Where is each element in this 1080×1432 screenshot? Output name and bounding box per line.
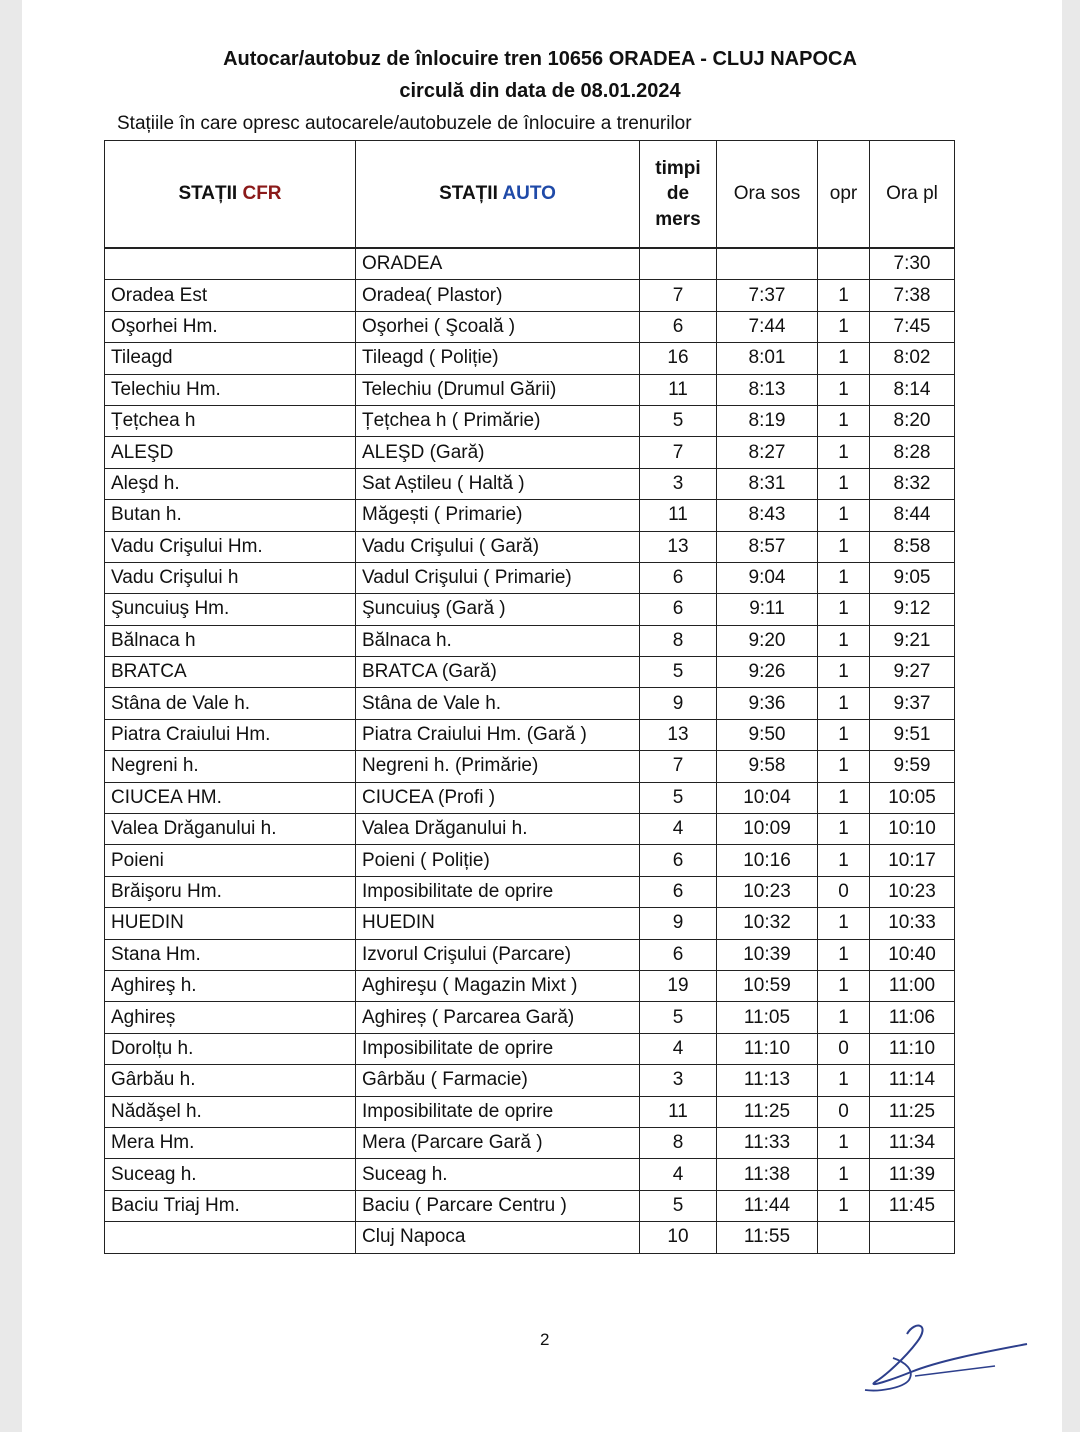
auto-station-cell: Aghireș ( Parcarea Gară) <box>356 1002 640 1033</box>
departure-time-cell: 9:12 <box>870 594 955 625</box>
table-row <box>105 1159 955 1190</box>
arrival-time-cell: 9:11 <box>717 594 818 625</box>
travel-time-cell: 6 <box>640 845 717 876</box>
stop-flag-cell: 1 <box>818 908 870 939</box>
cfr-station-cell: Suceag h. <box>105 1159 356 1190</box>
arrival-time-cell: 11:55 <box>717 1222 818 1253</box>
auto-station-cell: Telechiu (Drumul Gării) <box>356 374 640 405</box>
arrival-time-cell: 7:37 <box>717 280 818 311</box>
cfr-station-cell: Stâna de Vale h. <box>105 688 356 719</box>
travel-time-cell: 6 <box>640 594 717 625</box>
signature-icon <box>845 1318 1035 1398</box>
arrival-time-cell: 11:33 <box>717 1127 818 1158</box>
table-row <box>105 562 955 593</box>
arrival-time-cell: 9:04 <box>717 562 818 593</box>
table-row <box>105 1222 955 1253</box>
cfr-station-cell: Şuncuiuş Hm. <box>105 594 356 625</box>
auto-station-cell: Tileagd ( Poliție) <box>356 343 640 374</box>
cfr-station-cell: Telechiu Hm. <box>105 374 356 405</box>
auto-station-cell: Vadul Crişului ( Primarie) <box>356 562 640 593</box>
arrival-time-cell: 8:27 <box>717 437 818 468</box>
arrival-time-cell: 11:13 <box>717 1065 818 1096</box>
auto-station-cell: Imposibilitate de oprire <box>356 876 640 907</box>
col-header-auto-stations: STAȚII AUTO <box>356 141 640 249</box>
intro-text: Stațiile în care opresc autocarele/autobuzele de înlocuire a trenurilor <box>117 113 692 134</box>
arrival-time-cell: 8:13 <box>717 374 818 405</box>
travel-time-cell: 4 <box>640 1033 717 1064</box>
travel-time-cell: 6 <box>640 311 717 342</box>
table-row <box>105 437 955 468</box>
departure-time-cell: 11:00 <box>870 970 955 1001</box>
departure-time-cell: 11:06 <box>870 1002 955 1033</box>
departure-time-cell: 9:21 <box>870 625 955 656</box>
travel-time-cell: 8 <box>640 1127 717 1158</box>
cfr-station-cell <box>105 1222 356 1253</box>
stop-flag-cell: 1 <box>818 1190 870 1221</box>
arrival-time-cell: 10:59 <box>717 970 818 1001</box>
table-row <box>105 594 955 625</box>
auto-station-cell: Măgești ( Primarie) <box>356 500 640 531</box>
travel-time-cell: 11 <box>640 500 717 531</box>
table-row <box>105 939 955 970</box>
departure-time-cell: 11:14 <box>870 1065 955 1096</box>
travel-time-cell: 8 <box>640 625 717 656</box>
departure-time-cell: 10:05 <box>870 782 955 813</box>
travel-time-cell: 3 <box>640 1065 717 1096</box>
col-header-arrival: Ora sos <box>717 141 818 249</box>
cfr-station-cell: Valea Drăganului h. <box>105 814 356 845</box>
auto-station-cell: Oşorhei ( Şcoală ) <box>356 311 640 342</box>
stop-flag-cell <box>818 248 870 280</box>
cfr-station-cell: Baciu Triaj Hm. <box>105 1190 356 1221</box>
travel-time-cell: 11 <box>640 374 717 405</box>
cfr-station-cell: Stana Hm. <box>105 939 356 970</box>
travel-time-cell: 3 <box>640 468 717 499</box>
stop-flag-cell: 0 <box>818 1033 870 1064</box>
stop-flag-cell: 1 <box>818 1065 870 1096</box>
departure-time-cell <box>870 1222 955 1253</box>
arrival-time-cell <box>717 248 818 280</box>
stop-flag-cell: 1 <box>818 845 870 876</box>
document-title: Autocar/autobuz de înlocuire tren 10656 ORADEA - CLUJ NAPOCA <box>223 48 857 70</box>
stop-flag-cell: 1 <box>818 562 870 593</box>
cfr-station-cell: Țețchea h <box>105 405 356 436</box>
stop-flag-cell: 1 <box>818 531 870 562</box>
departure-time-cell: 7:38 <box>870 280 955 311</box>
departure-time-cell: 11:34 <box>870 1127 955 1158</box>
stop-flag-cell: 1 <box>818 814 870 845</box>
arrival-time-cell: 9:20 <box>717 625 818 656</box>
table-row <box>105 500 955 531</box>
col-header-travel-time: timpi de mers <box>640 141 717 249</box>
cfr-station-cell: Brăişoru Hm. <box>105 876 356 907</box>
cfr-station-cell: Butan h. <box>105 500 356 531</box>
table-row <box>105 374 955 405</box>
cfr-station-cell: Aghireş h. <box>105 970 356 1001</box>
document-subtitle: circulă din data de 08.01.2024 <box>399 80 681 102</box>
table-row <box>105 1096 955 1127</box>
travel-time-cell: 7 <box>640 751 717 782</box>
cfr-station-cell: Mera Hm. <box>105 1127 356 1158</box>
cfr-station-cell: ALEŞD <box>105 437 356 468</box>
cfr-station-cell: Nădăşel h. <box>105 1096 356 1127</box>
auto-station-cell: Negreni h. (Primărie) <box>356 751 640 782</box>
auto-station-cell: Bălnaca h. <box>356 625 640 656</box>
departure-time-cell: 8:20 <box>870 405 955 436</box>
cfr-station-cell: Poieni <box>105 845 356 876</box>
table-row <box>105 1190 955 1221</box>
departure-time-cell: 8:58 <box>870 531 955 562</box>
auto-station-cell: Imposibilitate de oprire <box>356 1033 640 1064</box>
travel-time-cell: 9 <box>640 908 717 939</box>
cfr-station-cell: Vadu Crişului Hm. <box>105 531 356 562</box>
arrival-time-cell: 8:01 <box>717 343 818 374</box>
stop-flag-cell: 1 <box>818 688 870 719</box>
travel-time-cell: 19 <box>640 970 717 1001</box>
table-row <box>105 1127 955 1158</box>
auto-station-cell: ORADEA <box>356 248 640 280</box>
table-row <box>105 970 955 1001</box>
table-row <box>105 280 955 311</box>
arrival-time-cell: 9:58 <box>717 751 818 782</box>
auto-station-cell: Vadu Crişului ( Gară) <box>356 531 640 562</box>
stop-flag-cell: 1 <box>818 500 870 531</box>
travel-time-cell: 11 <box>640 1096 717 1127</box>
table-row <box>105 1033 955 1064</box>
arrival-time-cell: 9:26 <box>717 657 818 688</box>
travel-time-cell: 10 <box>640 1222 717 1253</box>
auto-station-cell: Baciu ( Parcare Centru ) <box>356 1190 640 1221</box>
departure-time-cell: 9:27 <box>870 657 955 688</box>
table-row <box>105 1065 955 1096</box>
table-row <box>105 814 955 845</box>
table-row <box>105 751 955 782</box>
auto-station-cell: CIUCEA (Profi ) <box>356 782 640 813</box>
stop-flag-cell: 1 <box>818 751 870 782</box>
cfr-station-cell <box>105 248 356 280</box>
stop-flag-cell: 1 <box>818 625 870 656</box>
departure-time-cell: 8:28 <box>870 437 955 468</box>
arrival-time-cell: 11:25 <box>717 1096 818 1127</box>
arrival-time-cell: 8:43 <box>717 500 818 531</box>
travel-time-cell <box>640 248 717 280</box>
travel-time-cell: 5 <box>640 1002 717 1033</box>
auto-station-cell: Cluj Napoca <box>356 1222 640 1253</box>
departure-time-cell: 11:39 <box>870 1159 955 1190</box>
auto-station-cell: ALEŞD (Gară) <box>356 437 640 468</box>
auto-station-cell: Oradea( Plastor) <box>356 280 640 311</box>
travel-time-cell: 13 <box>640 531 717 562</box>
auto-station-cell: Suceag h. <box>356 1159 640 1190</box>
departure-time-cell: 8:44 <box>870 500 955 531</box>
auto-station-cell: Piatra Craiului Hm. (Gară ) <box>356 719 640 750</box>
arrival-time-cell: 9:50 <box>717 719 818 750</box>
stop-flag-cell: 1 <box>818 719 870 750</box>
stop-flag-cell: 1 <box>818 374 870 405</box>
auto-station-cell: Stâna de Vale h. <box>356 688 640 719</box>
departure-time-cell: 9:59 <box>870 751 955 782</box>
arrival-time-cell: 11:38 <box>717 1159 818 1190</box>
col-header-stop: opr <box>818 141 870 249</box>
departure-time-cell: 11:45 <box>870 1190 955 1221</box>
stop-flag-cell: 1 <box>818 1002 870 1033</box>
stop-flag-cell: 1 <box>818 468 870 499</box>
stop-flag-cell: 1 <box>818 970 870 1001</box>
departure-time-cell: 11:25 <box>870 1096 955 1127</box>
arrival-time-cell: 10:23 <box>717 876 818 907</box>
cfr-station-cell: Oradea Est <box>105 280 356 311</box>
auto-station-cell: BRATCA (Gară) <box>356 657 640 688</box>
departure-time-cell: 10:33 <box>870 908 955 939</box>
table-row <box>105 625 955 656</box>
schedule-table <box>104 140 955 1254</box>
cfr-station-cell: Dorolțu h. <box>105 1033 356 1064</box>
auto-station-cell: Şuncuiuş (Gară ) <box>356 594 640 625</box>
travel-time-cell: 6 <box>640 562 717 593</box>
travel-time-cell: 6 <box>640 876 717 907</box>
departure-time-cell: 9:05 <box>870 562 955 593</box>
page-number: 2 <box>540 1330 550 1349</box>
departure-time-cell: 10:23 <box>870 876 955 907</box>
cfr-station-cell: CIUCEA HM. <box>105 782 356 813</box>
stop-flag-cell: 1 <box>818 782 870 813</box>
arrival-time-cell: 10:04 <box>717 782 818 813</box>
departure-time-cell: 9:37 <box>870 688 955 719</box>
departure-time-cell: 9:51 <box>870 719 955 750</box>
departure-time-cell: 10:17 <box>870 845 955 876</box>
arrival-time-cell: 10:32 <box>717 908 818 939</box>
cfr-station-cell: Tileagd <box>105 343 356 374</box>
stop-flag-cell: 1 <box>818 939 870 970</box>
travel-time-cell: 5 <box>640 782 717 813</box>
stop-flag-cell: 1 <box>818 311 870 342</box>
stop-flag-cell: 1 <box>818 280 870 311</box>
table-row <box>105 343 955 374</box>
table-row <box>105 876 955 907</box>
stop-flag-cell: 1 <box>818 1159 870 1190</box>
travel-time-cell: 5 <box>640 1190 717 1221</box>
stop-flag-cell: 1 <box>818 405 870 436</box>
travel-time-cell: 5 <box>640 657 717 688</box>
table-row <box>105 531 955 562</box>
travel-time-cell: 13 <box>640 719 717 750</box>
arrival-time-cell: 7:44 <box>717 311 818 342</box>
arrival-time-cell: 11:10 <box>717 1033 818 1064</box>
stop-flag-cell: 1 <box>818 1127 870 1158</box>
table-row <box>105 782 955 813</box>
table-row <box>105 1002 955 1033</box>
cfr-station-cell: Vadu Crişului h <box>105 562 356 593</box>
table-header-row <box>105 141 955 249</box>
arrival-time-cell: 9:36 <box>717 688 818 719</box>
col-header-departure: Ora pl <box>870 141 955 249</box>
departure-time-cell: 7:45 <box>870 311 955 342</box>
departure-time-cell: 10:10 <box>870 814 955 845</box>
auto-station-cell: Izvorul Crişului (Parcare) <box>356 939 640 970</box>
travel-time-cell: 6 <box>640 939 717 970</box>
cfr-station-cell: Aghireș <box>105 1002 356 1033</box>
stop-flag-cell: 0 <box>818 1096 870 1127</box>
table-row <box>105 311 955 342</box>
departure-time-cell: 8:02 <box>870 343 955 374</box>
cfr-station-cell: HUEDIN <box>105 908 356 939</box>
auto-station-cell: Mera (Parcare Gară ) <box>356 1127 640 1158</box>
auto-station-cell: Poieni ( Poliție) <box>356 845 640 876</box>
table-row <box>105 688 955 719</box>
auto-station-cell: Valea Drăganului h. <box>356 814 640 845</box>
stop-flag-cell <box>818 1222 870 1253</box>
table-row <box>105 468 955 499</box>
travel-time-cell: 16 <box>640 343 717 374</box>
cfr-station-cell: BRATCA <box>105 657 356 688</box>
travel-time-cell: 4 <box>640 814 717 845</box>
table-row <box>105 405 955 436</box>
cfr-station-cell: Negreni h. <box>105 751 356 782</box>
table-row <box>105 657 955 688</box>
arrival-time-cell: 11:44 <box>717 1190 818 1221</box>
cfr-station-cell: Gârbău h. <box>105 1065 356 1096</box>
table-row <box>105 719 955 750</box>
arrival-time-cell: 10:16 <box>717 845 818 876</box>
auto-station-cell: Imposibilitate de oprire <box>356 1096 640 1127</box>
table-row <box>105 248 955 280</box>
travel-time-cell: 9 <box>640 688 717 719</box>
arrival-time-cell: 11:05 <box>717 1002 818 1033</box>
auto-station-cell: HUEDIN <box>356 908 640 939</box>
auto-station-cell: Țețchea h ( Primărie) <box>356 405 640 436</box>
arrival-time-cell: 10:09 <box>717 814 818 845</box>
departure-time-cell: 8:14 <box>870 374 955 405</box>
auto-station-cell: Gârbău ( Farmacie) <box>356 1065 640 1096</box>
auto-station-cell: Aghireşu ( Magazin Mixt ) <box>356 970 640 1001</box>
arrival-time-cell: 8:31 <box>717 468 818 499</box>
cfr-station-cell: Oşorhei Hm. <box>105 311 356 342</box>
arrival-time-cell: 8:57 <box>717 531 818 562</box>
stop-flag-cell: 0 <box>818 876 870 907</box>
auto-station-cell: Sat Aștileu ( Haltă ) <box>356 468 640 499</box>
cfr-station-cell: Bălnaca h <box>105 625 356 656</box>
travel-time-cell: 7 <box>640 437 717 468</box>
stop-flag-cell: 1 <box>818 594 870 625</box>
arrival-time-cell: 10:39 <box>717 939 818 970</box>
departure-time-cell: 7:30 <box>870 248 955 280</box>
cfr-station-cell: Piatra Craiului Hm. <box>105 719 356 750</box>
departure-time-cell: 11:10 <box>870 1033 955 1064</box>
stop-flag-cell: 1 <box>818 657 870 688</box>
table-row <box>105 908 955 939</box>
table-row <box>105 845 955 876</box>
travel-time-cell: 5 <box>640 405 717 436</box>
departure-time-cell: 8:32 <box>870 468 955 499</box>
departure-time-cell: 10:40 <box>870 939 955 970</box>
arrival-time-cell: 8:19 <box>717 405 818 436</box>
travel-time-cell: 4 <box>640 1159 717 1190</box>
cfr-station-cell: Aleşd h. <box>105 468 356 499</box>
stop-flag-cell: 1 <box>818 437 870 468</box>
travel-time-cell: 7 <box>640 280 717 311</box>
col-header-cfr-stations: STAȚII CFR <box>105 141 356 249</box>
stop-flag-cell: 1 <box>818 343 870 374</box>
